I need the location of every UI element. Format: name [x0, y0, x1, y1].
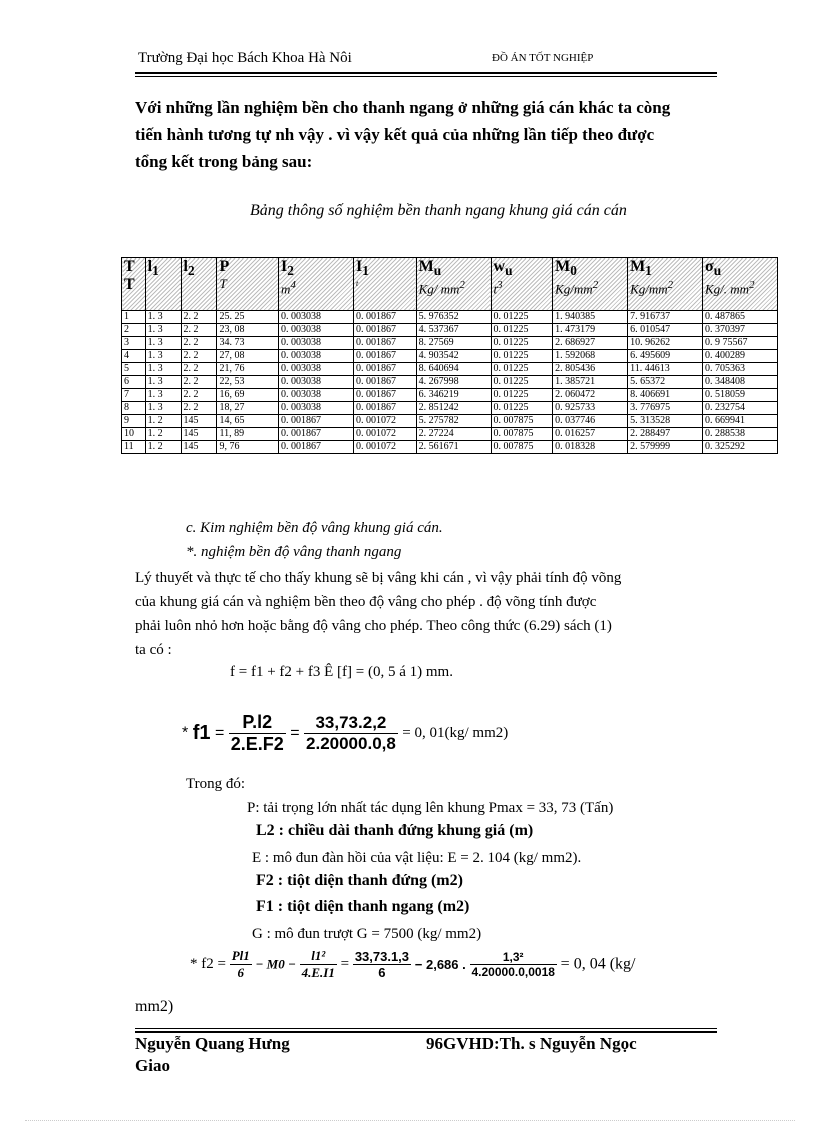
where-g: G : mô đun trượt G = 7500 (kg/ mm2) — [252, 926, 482, 942]
table-cell: 8. 406691 — [628, 389, 703, 402]
table-cell: 145 — [181, 415, 217, 428]
intro-line-1: Với những lần nghiệm bền cho thanh ngang ở những giá cán khác ta còng — [135, 98, 671, 117]
footer-rule-thick — [135, 1031, 717, 1033]
table-row — [122, 389, 778, 402]
col-header: $M_1$ $Kg/mm^2$ — [628, 258, 703, 311]
footer-author: Nguyễn Quang Hưng — [135, 1034, 290, 1053]
table-cell: 2. 2 — [181, 337, 217, 350]
header-school: Trường Đại học Bách Khoa Hà Nôi — [138, 50, 352, 66]
table-cell: 0. 018328 — [553, 441, 628, 454]
table-cell: 10. 96262 — [628, 337, 703, 350]
table-cell: 14, 65 — [217, 415, 279, 428]
table-cell: 0. 9 75567 — [703, 337, 778, 350]
table-cell: 0. 01225 — [491, 350, 553, 363]
section-c-line-3: phải luôn nhỏ hơn hoặc bằng độ vâng cho phép. Theo công thức (6.29) sách (1) — [135, 618, 612, 634]
col-header: T T — [122, 258, 146, 311]
table-cell: 5. 275782 — [416, 415, 491, 428]
table-cell: 0. 001867 — [353, 402, 416, 415]
where-e: E : mô đun đàn hồi của vật liệu: E = 2. 104 (kg/ mm2). — [252, 850, 582, 866]
table-cell: 1. 3 — [145, 337, 181, 350]
table-cell: 11. 44613 — [628, 363, 703, 376]
table-caption: Bảng thông số nghiệm bền thanh ngang khung giá cán cán — [250, 202, 627, 219]
table-cell: 145 — [181, 428, 217, 441]
table-cell: 0. 003038 — [279, 402, 354, 415]
table-cell: 2. 2 — [181, 363, 217, 376]
table-cell: 0. 01225 — [491, 324, 553, 337]
col-header: $I_2$ $m^4$ — [279, 258, 354, 311]
table-cell: 0. 001867 — [353, 389, 416, 402]
table-cell: 5. 976352 — [416, 311, 491, 324]
table-cell: 22, 53 — [217, 376, 279, 389]
table-cell: 8. 27569 — [416, 337, 491, 350]
table-cell: 1. 2 — [145, 428, 181, 441]
f2-equation: * f2 = $\frac{Pl1}{6}$ − M0 − $\frac{\text{l1²}}{4.E.I1}$ = $\frac{33,73.1,3}{6}$ − 2,686 . $\frac{\text{1,3²}}{4.20000.0,0018}$ = 0, 04 (kg/ — [190, 948, 636, 980]
table-cell: 2. 2 — [181, 311, 217, 324]
table-cell: 9, 76 — [217, 441, 279, 454]
table-cell: 11 — [122, 441, 146, 454]
f2-frac-1: $\frac{Pl1}{6}$ — [231, 948, 250, 980]
table-cell: 4. 903542 — [416, 350, 491, 363]
table-cell: 0. 001867 — [353, 337, 416, 350]
table-cell: 0. 003038 — [279, 363, 354, 376]
table-cell: 0. 001867 — [353, 376, 416, 389]
col-header: $l_2$ — [181, 258, 217, 311]
table-cell: 2. 686927 — [553, 337, 628, 350]
table-cell: 0. 01225 — [491, 389, 553, 402]
table-cell: 7. 916737 — [628, 311, 703, 324]
table-cell: 2. 2 — [181, 350, 217, 363]
header-rule-thick — [135, 72, 717, 74]
f2-frac-3: $\frac{33,73.1,3}{6}$ — [354, 949, 410, 980]
table-cell: 8 — [122, 402, 146, 415]
table-cell: 0. 001867 — [353, 324, 416, 337]
table-cell: 0. 001072 — [353, 441, 416, 454]
table-cell: 1. 3 — [145, 363, 181, 376]
table-cell: 0. 003038 — [279, 311, 354, 324]
table-row — [122, 337, 778, 350]
col-header: $I_1$ t — [353, 258, 416, 311]
col-header: $M_u$ Kg/ $mm^2$ — [416, 258, 491, 311]
col-header: $M_0$ $Kg/mm^2$ — [553, 258, 628, 311]
table-row — [122, 324, 778, 337]
table-cell: 1. 473179 — [553, 324, 628, 337]
table-cell: 0. 003038 — [279, 389, 354, 402]
table-cell: 0. 669941 — [703, 415, 778, 428]
f1-equation: * f1 = $\frac{P.l2}{2.E.F2}$ = $\frac{33,73.2,2}{2.20000.0,8}$ = 0, 01(kg/ mm2) — [182, 712, 509, 754]
table-cell: 18, 27 — [217, 402, 279, 415]
table-cell: 145 — [181, 441, 217, 454]
f2-result-cont: mm2) — [135, 998, 174, 1015]
intro-paragraph — [135, 94, 717, 175]
table-cell: 1. 2 — [145, 415, 181, 428]
table-cell: 0. 487865 — [703, 311, 778, 324]
table-cell: 27, 08 — [217, 350, 279, 363]
table-cell: 1 — [122, 311, 146, 324]
footer-supervisor-cont: Giao — [135, 1056, 170, 1075]
table-cell: 0. 01225 — [491, 337, 553, 350]
table-cell: 2. 2 — [181, 402, 217, 415]
header-title: ĐỒ ÁN TỐT NGHIỆP — [492, 52, 594, 64]
table-cell: 1. 3 — [145, 350, 181, 363]
table-cell: 0. 003038 — [279, 337, 354, 350]
table-cell: 0. 370397 — [703, 324, 778, 337]
table-header-row — [122, 258, 778, 311]
table-cell: 0. 003038 — [279, 376, 354, 389]
table-cell: 0. 001867 — [279, 441, 354, 454]
table-cell: 0. 01225 — [491, 402, 553, 415]
page-edge — [25, 1120, 795, 1121]
f2-mid-2: − 2,686 . — [414, 957, 466, 972]
table-cell: 7 — [122, 389, 146, 402]
table-row — [122, 415, 778, 428]
table-cell: 2. 851242 — [416, 402, 491, 415]
section-c-heading: c. Kim nghiệm bền độ vâng khung giá cán. — [186, 520, 443, 536]
table-cell: 5 — [122, 363, 146, 376]
table-row — [122, 441, 778, 454]
table-cell: 2. 805436 — [553, 363, 628, 376]
table-cell: 2. 2 — [181, 376, 217, 389]
f2-mid: − M0 − — [255, 956, 296, 972]
table-cell: 23, 08 — [217, 324, 279, 337]
table-cell: 0. 037746 — [553, 415, 628, 428]
table-cell: 1. 3 — [145, 402, 181, 415]
f1-result: = 0, 01(kg/ mm2) — [402, 725, 509, 741]
section-c-line-2: của khung giá cán và nghiệm bền theo độ vâng cho phép . độ võng tính được — [135, 594, 597, 610]
col-header: P T — [217, 258, 279, 311]
table-cell: 2. 561671 — [416, 441, 491, 454]
section-c-paragraph — [135, 566, 717, 662]
table-cell: 6. 010547 — [628, 324, 703, 337]
table-cell: 0. 001072 — [353, 428, 416, 441]
table-cell: 2. 579999 — [628, 441, 703, 454]
table-cell: 0. 001867 — [353, 363, 416, 376]
table-cell: 6. 495609 — [628, 350, 703, 363]
table-cell: 0. 348408 — [703, 376, 778, 389]
f2-frac-4: $\frac{\text{1,3²}}{4.20000.0,0018}$ — [471, 950, 555, 979]
footer-page-supervisor: 96GVHD:Th. s Nguyễn Ngọc — [426, 1034, 637, 1053]
table-cell: 0. 001072 — [353, 415, 416, 428]
table-cell: 0. 007875 — [491, 415, 553, 428]
table-cell: 0. 001867 — [353, 311, 416, 324]
table-cell: 4. 267998 — [416, 376, 491, 389]
footer-rule-thin — [135, 1028, 717, 1029]
table-cell: 4. 537367 — [416, 324, 491, 337]
intro-line-3: tổng kết trong bảng sau: — [135, 152, 313, 171]
deflection-formula: f = f1 + f2 + f3 Ê [f] = (0, 5 á 1) mm. — [230, 664, 453, 680]
table-cell: 34. 73 — [217, 337, 279, 350]
table-cell: 0. 325292 — [703, 441, 778, 454]
table-cell: 0. 01225 — [491, 311, 553, 324]
table-cell: 0. 01225 — [491, 363, 553, 376]
intro-line-2: tiến hành tương tự nh vậy . vì vậy kết quả của những lần tiếp theo được — [135, 125, 655, 144]
table-cell: 0. 016257 — [553, 428, 628, 441]
table-row — [122, 376, 778, 389]
f1-lead: * — [182, 724, 189, 742]
table-cell: 6 — [122, 376, 146, 389]
table-row — [122, 363, 778, 376]
table-cell: 0. 007875 — [491, 428, 553, 441]
where-p: P: tải trọng lớn nhất tác dụng lên khung Pmax = 33, 73 (Tấn) — [247, 800, 614, 816]
table-cell: 2. 060472 — [553, 389, 628, 402]
table-cell: 5. 313528 — [628, 415, 703, 428]
where-label: Trong đó: — [186, 776, 246, 792]
table-cell: 21, 76 — [217, 363, 279, 376]
table-row — [122, 402, 778, 415]
f2-frac-2: $\frac{\text{l1²}}{4.E.I1}$ — [301, 948, 335, 980]
table-cell: 0. 518059 — [703, 389, 778, 402]
table-cell: 1. 385721 — [553, 376, 628, 389]
table-cell: 0. 288538 — [703, 428, 778, 441]
table-cell: 1. 3 — [145, 389, 181, 402]
table-cell: 1. 592068 — [553, 350, 628, 363]
table-cell: 0. 01225 — [491, 376, 553, 389]
table-cell: 0. 705363 — [703, 363, 778, 376]
table-cell: 0. 007875 — [491, 441, 553, 454]
table-cell: 0. 001867 — [279, 428, 354, 441]
f2-result: = 0, 04 (kg/ — [560, 955, 636, 973]
table-cell: 8. 640694 — [416, 363, 491, 376]
table-cell: 2. 2 — [181, 389, 217, 402]
table-cell: 16, 69 — [217, 389, 279, 402]
table-cell: 0. 400289 — [703, 350, 778, 363]
f1-fraction-symbolic: $\frac{P.l2}{2.E.F2}$ — [230, 712, 284, 754]
table-cell: 11, 89 — [217, 428, 279, 441]
table-cell: 1. 3 — [145, 324, 181, 337]
section-c-line-4: ta có : — [135, 642, 172, 658]
where-f1: F1 : tiột diện thanh ngang (m2) — [256, 898, 470, 915]
table-cell: 1. 3 — [145, 311, 181, 324]
table-cell: 4 — [122, 350, 146, 363]
table-cell: 0. 925733 — [553, 402, 628, 415]
table-cell: 2. 27224 — [416, 428, 491, 441]
table-cell: 6. 346219 — [416, 389, 491, 402]
f2-lead: * f2 = — [190, 956, 226, 972]
table-cell: 2. 2 — [181, 324, 217, 337]
table-row — [122, 311, 778, 324]
where-l2: L2 : chiều dài thanh đứng khung giá (m) — [256, 822, 534, 839]
table-cell: 2. 288497 — [628, 428, 703, 441]
col-header: $l_1$ — [145, 258, 181, 311]
col-header: $\sigma_u$ Kg/. $mm^2$ — [703, 258, 778, 311]
table-cell: 3 — [122, 337, 146, 350]
section-c-line-1: Lý thuyết và thực tế cho thấy khung sẽ bị vâng khi cán , vì vậy phải tính độ võng — [135, 570, 622, 586]
table-cell: 3. 776975 — [628, 402, 703, 415]
table-cell: 2 — [122, 324, 146, 337]
table-row — [122, 350, 778, 363]
table-cell: 25. 25 — [217, 311, 279, 324]
table-cell: 0. 232754 — [703, 402, 778, 415]
table-cell: 0. 001867 — [279, 415, 354, 428]
table-cell: 10 — [122, 428, 146, 441]
table-cell: 0. 001867 — [353, 350, 416, 363]
table-cell: 1. 2 — [145, 441, 181, 454]
table-row — [122, 428, 778, 441]
f1-lhs: f1 — [192, 722, 211, 744]
where-f2: F2 : tiột diện thanh đứng (m2) — [256, 872, 463, 889]
table-cell: 0. 003038 — [279, 324, 354, 337]
f1-fraction-numeric: $\frac{33,73.2,2}{2.20000.0,8}$ — [306, 713, 396, 753]
header-rule-thin — [135, 76, 717, 77]
table-cell: 0. 003038 — [279, 350, 354, 363]
table-cell: 9 — [122, 415, 146, 428]
table-cell: 1. 940385 — [553, 311, 628, 324]
table-cell: 1. 3 — [145, 376, 181, 389]
section-c-subheading: *. nghiệm bền độ vâng thanh ngang — [186, 544, 402, 560]
results-table — [121, 257, 778, 454]
col-header: $w_u$ $t^3$ — [491, 258, 553, 311]
table-cell: 5. 65372 — [628, 376, 703, 389]
